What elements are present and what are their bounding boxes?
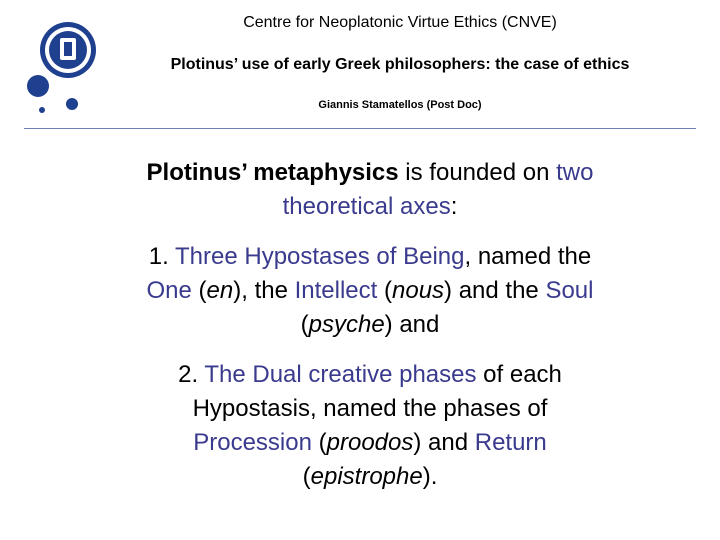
p2-paren: ( [191, 277, 207, 304]
p3-text: ) and [413, 429, 475, 456]
term-procession: Procession [193, 429, 312, 456]
p2-text: ), the [233, 277, 295, 304]
p3-paren: ( [311, 429, 327, 456]
centre-name: Centre for Neoplatonic Virtue Ethics (CNVE) [243, 14, 557, 31]
term-proodos: proodos [326, 429, 414, 456]
author-name: Giannis Stamatellos (Post Doc) [318, 99, 482, 111]
term-epistrophe: epistrophe [310, 463, 423, 490]
p2-paren: ( [377, 277, 392, 304]
term-intellect: Intellect [294, 277, 378, 304]
term-hypostases: Three Hypostases of Being [175, 243, 465, 270]
term-en: en [206, 277, 234, 304]
p2-paren: ( [300, 311, 309, 338]
p3-text: of each [476, 361, 562, 388]
term-nous: nous [392, 277, 445, 304]
intro-paragraph [60, 156, 680, 224]
axis-two-paragraph [140, 358, 600, 494]
p1-colon: : [450, 193, 458, 220]
header-divider [24, 128, 696, 129]
term-psyche: psyche [308, 311, 385, 338]
p2-text: ) and [384, 311, 440, 338]
p3-text: ). [422, 463, 438, 490]
p3-number: 2. [178, 361, 205, 388]
p2-text: ) and the [444, 277, 546, 304]
p3-paren: ( [302, 463, 311, 490]
term-one: One [146, 277, 192, 304]
term-soul: Soul [545, 277, 594, 304]
term-metaphysics: Plotinus’ metaphysics [146, 159, 399, 186]
term-two: two [556, 159, 594, 186]
talk-title: Plotinus’ use of early Greek philosophers: the case of ethics [170, 56, 630, 73]
p2-text: , named the [464, 243, 592, 270]
term-axes: theoretical axes [282, 193, 451, 220]
axis-one-paragraph [60, 240, 680, 342]
p3-text: Hypostasis, named the phases of [192, 395, 548, 422]
term-dual-phases: The Dual creative phases [204, 361, 477, 388]
term-return: Return [474, 429, 547, 456]
p1-text: is founded on [398, 159, 557, 186]
p2-number: 1. [148, 243, 175, 270]
